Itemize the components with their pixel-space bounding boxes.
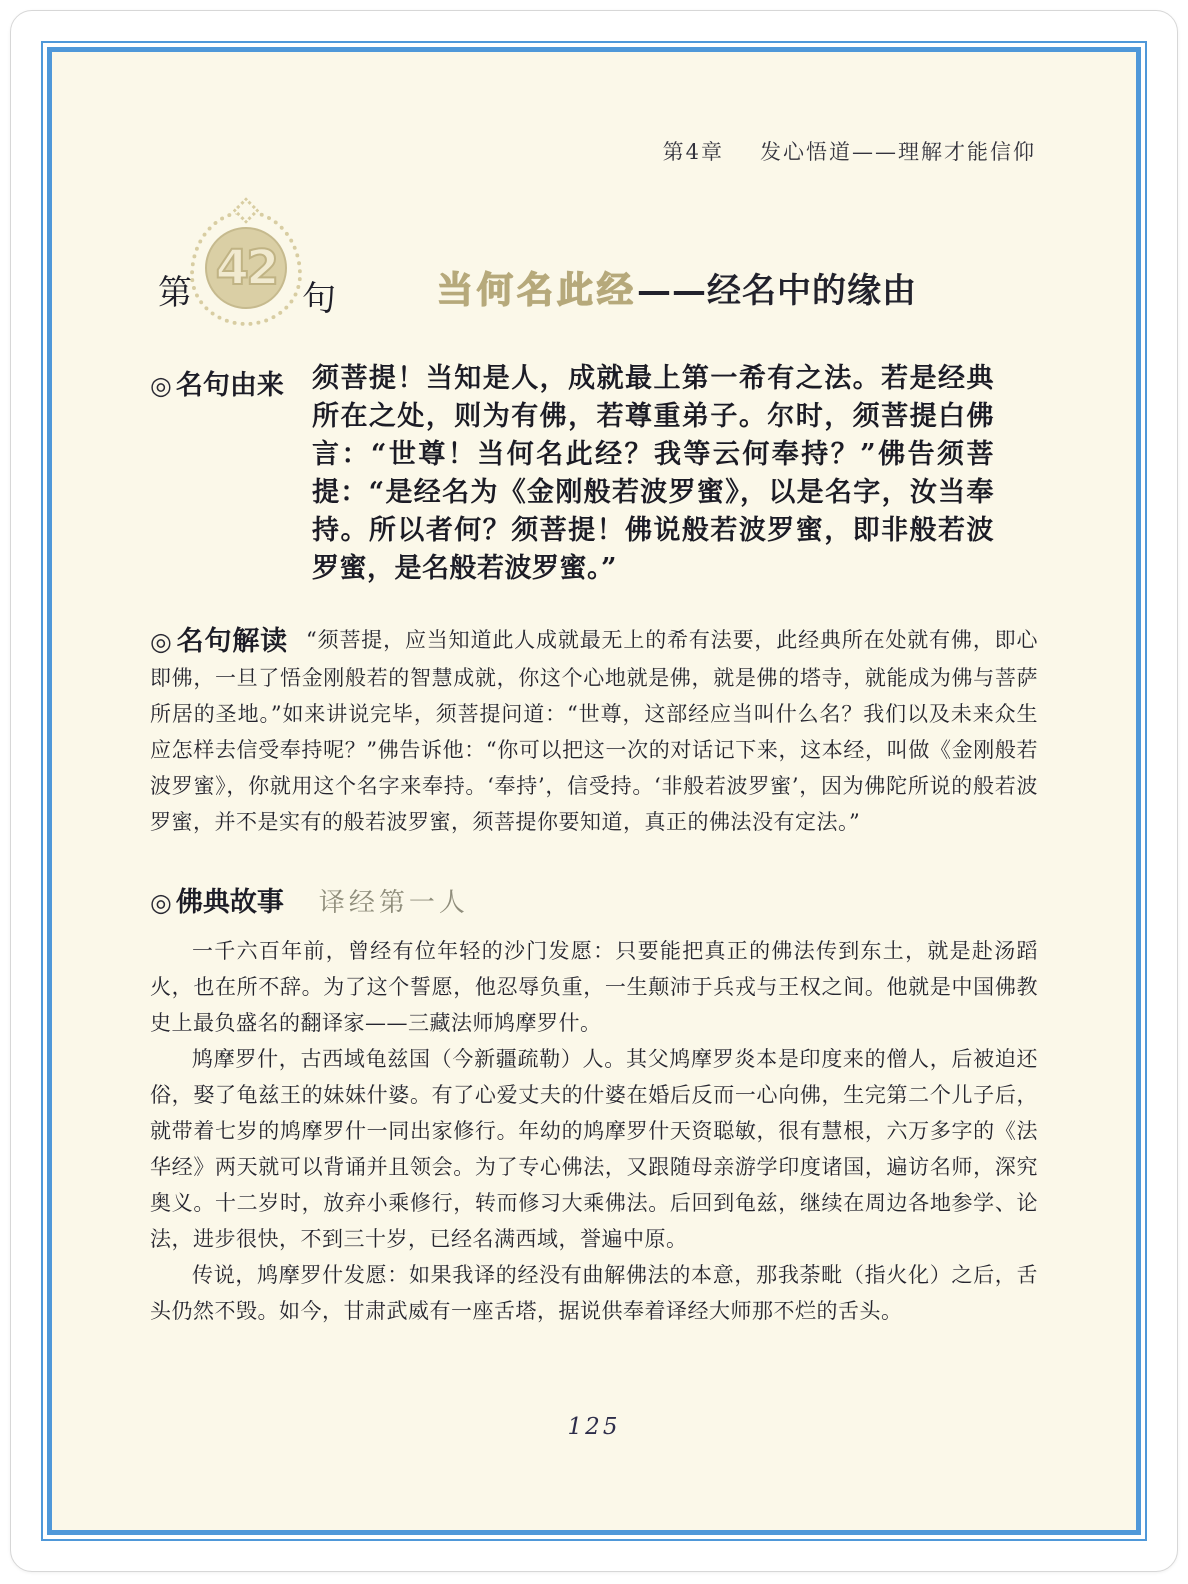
verse-number-group [158,208,336,328]
book-page-card [10,10,1178,1572]
interpretation-heading-label: 名句解读 [176,626,289,657]
seal-circle [205,227,287,309]
story-paragraph: 传说，鸠摩罗什发愿：如果我译的经没有曲解佛法的本意，那我荼毗（指火化）之后，舌头仍然不毁。如今，甘肃武威有一座舌塔，据说供奉着译经大师那不烂的舌头。 [150,1263,1038,1323]
page-number: 125 [567,1414,621,1440]
interpretation-text: “须菩提，应当知道此人成就最无上的希有法要，此经典所在处就有佛，即心即佛，一旦了悟金刚般若的智慧成就，你这个心地就是佛，就是佛的塔寺，就能成为佛与菩萨所居的圣地。”如来讲说完毕，须菩提问道：“世尊，这部经应当叫什么名？我们以及未来众生应怎样去信受奉持呢？”佛告诉他：“你可以把这一次的对话记下来，这本经，叫做《金刚般若波罗蜜》，你就用这个名字来奉持。‘奉持’，信受持。‘非般若波罗蜜’，因为佛陀所说的般若波罗蜜，并不是实有的般若波罗蜜，须菩提你要知道，真正的佛法没有定法。” [150,628,1038,834]
page-inner-frame [47,47,1141,1535]
title-highlight: 当何名此经 [436,268,637,311]
origin-heading-label: 名句由来 [175,370,284,401]
section-marker-icon: ◎ [150,888,172,917]
story-heading-label: 佛典故事 [175,887,284,918]
chapter-title: 发心悟道——理解才能信仰 [760,140,1036,164]
section-marker-icon: ◎ [150,627,173,656]
story-heading-row [150,880,1038,919]
page-title [346,269,1008,312]
chapter-number: 第4章 [662,140,724,164]
origin-heading [150,360,312,588]
section-interpretation [150,622,1038,840]
lotus-seal-icon [188,208,304,328]
interpretation-heading [150,626,288,657]
section-story [150,880,1038,1329]
verse-prefix: 第 [158,273,192,313]
story-subtitle: 译经第一人 [318,888,469,918]
verse-suffix: 句 [302,279,336,319]
title-row [150,202,1038,328]
verse-number: 42 [215,240,277,296]
section-origin [150,360,1038,588]
story-paragraph: 鸠摩罗什，古西域龟兹国（今新疆疏勒）人。其父鸠摩罗炎本是印度来的僧人，后被迫还俗，娶了龟兹王的妹妹什婆。有了心爱丈夫的什婆在婚后反而一心向佛，生完第二个儿子后，就带着七岁的鸠摩罗什一同出家修行。年幼的鸠摩罗什天资聪敏，很有慧根，六万多字的《法华经》两天就可以背诵并且领会。为了专心佛法，又跟随母亲游学印度诸国，遍访名师，深究奥义。十二岁时，放弃小乘修行，转而修习大乘佛法。后回到龟兹，继续在周边各地参学、论法，进步很快，不到三十岁，已经名满西域，誉遍中原。 [150,1047,1038,1251]
interpretation-paragraph [150,622,1038,840]
origin-text: 须菩提！当知是人，成就最上第一希有之法。若是经典所在之处，则为有佛，若尊重弟子。尔时，须菩提白佛言：“世尊！当何名此经？我等云何奉持？”佛告须菩提：“是经名为《金刚般若波罗蜜》，以是名字，汝当奉持。所以者何？须菩提！佛说般若波罗蜜，即非般若波罗蜜，是名般若波罗蜜。” [312,363,994,584]
title-rest: ——经名中的缘由 [637,270,917,311]
section-marker-icon: ◎ [150,371,172,400]
page-content [52,52,1136,1530]
story-heading [150,887,284,918]
story-paragraph: 一千六百年前，曾经有位年轻的沙门发愿：只要能把真正的佛法传到东土，就是赴汤蹈火，也在所不辞。为了这个誓愿，他忍辱负重，一生颠沛于兵戎与王权之间。他就是中国佛教史上最负盛名的翻译家——三藏法师鸠摩罗什。 [150,939,1038,1035]
decorative-blue-frame [41,41,1147,1541]
chapter-running-head [150,136,1038,166]
